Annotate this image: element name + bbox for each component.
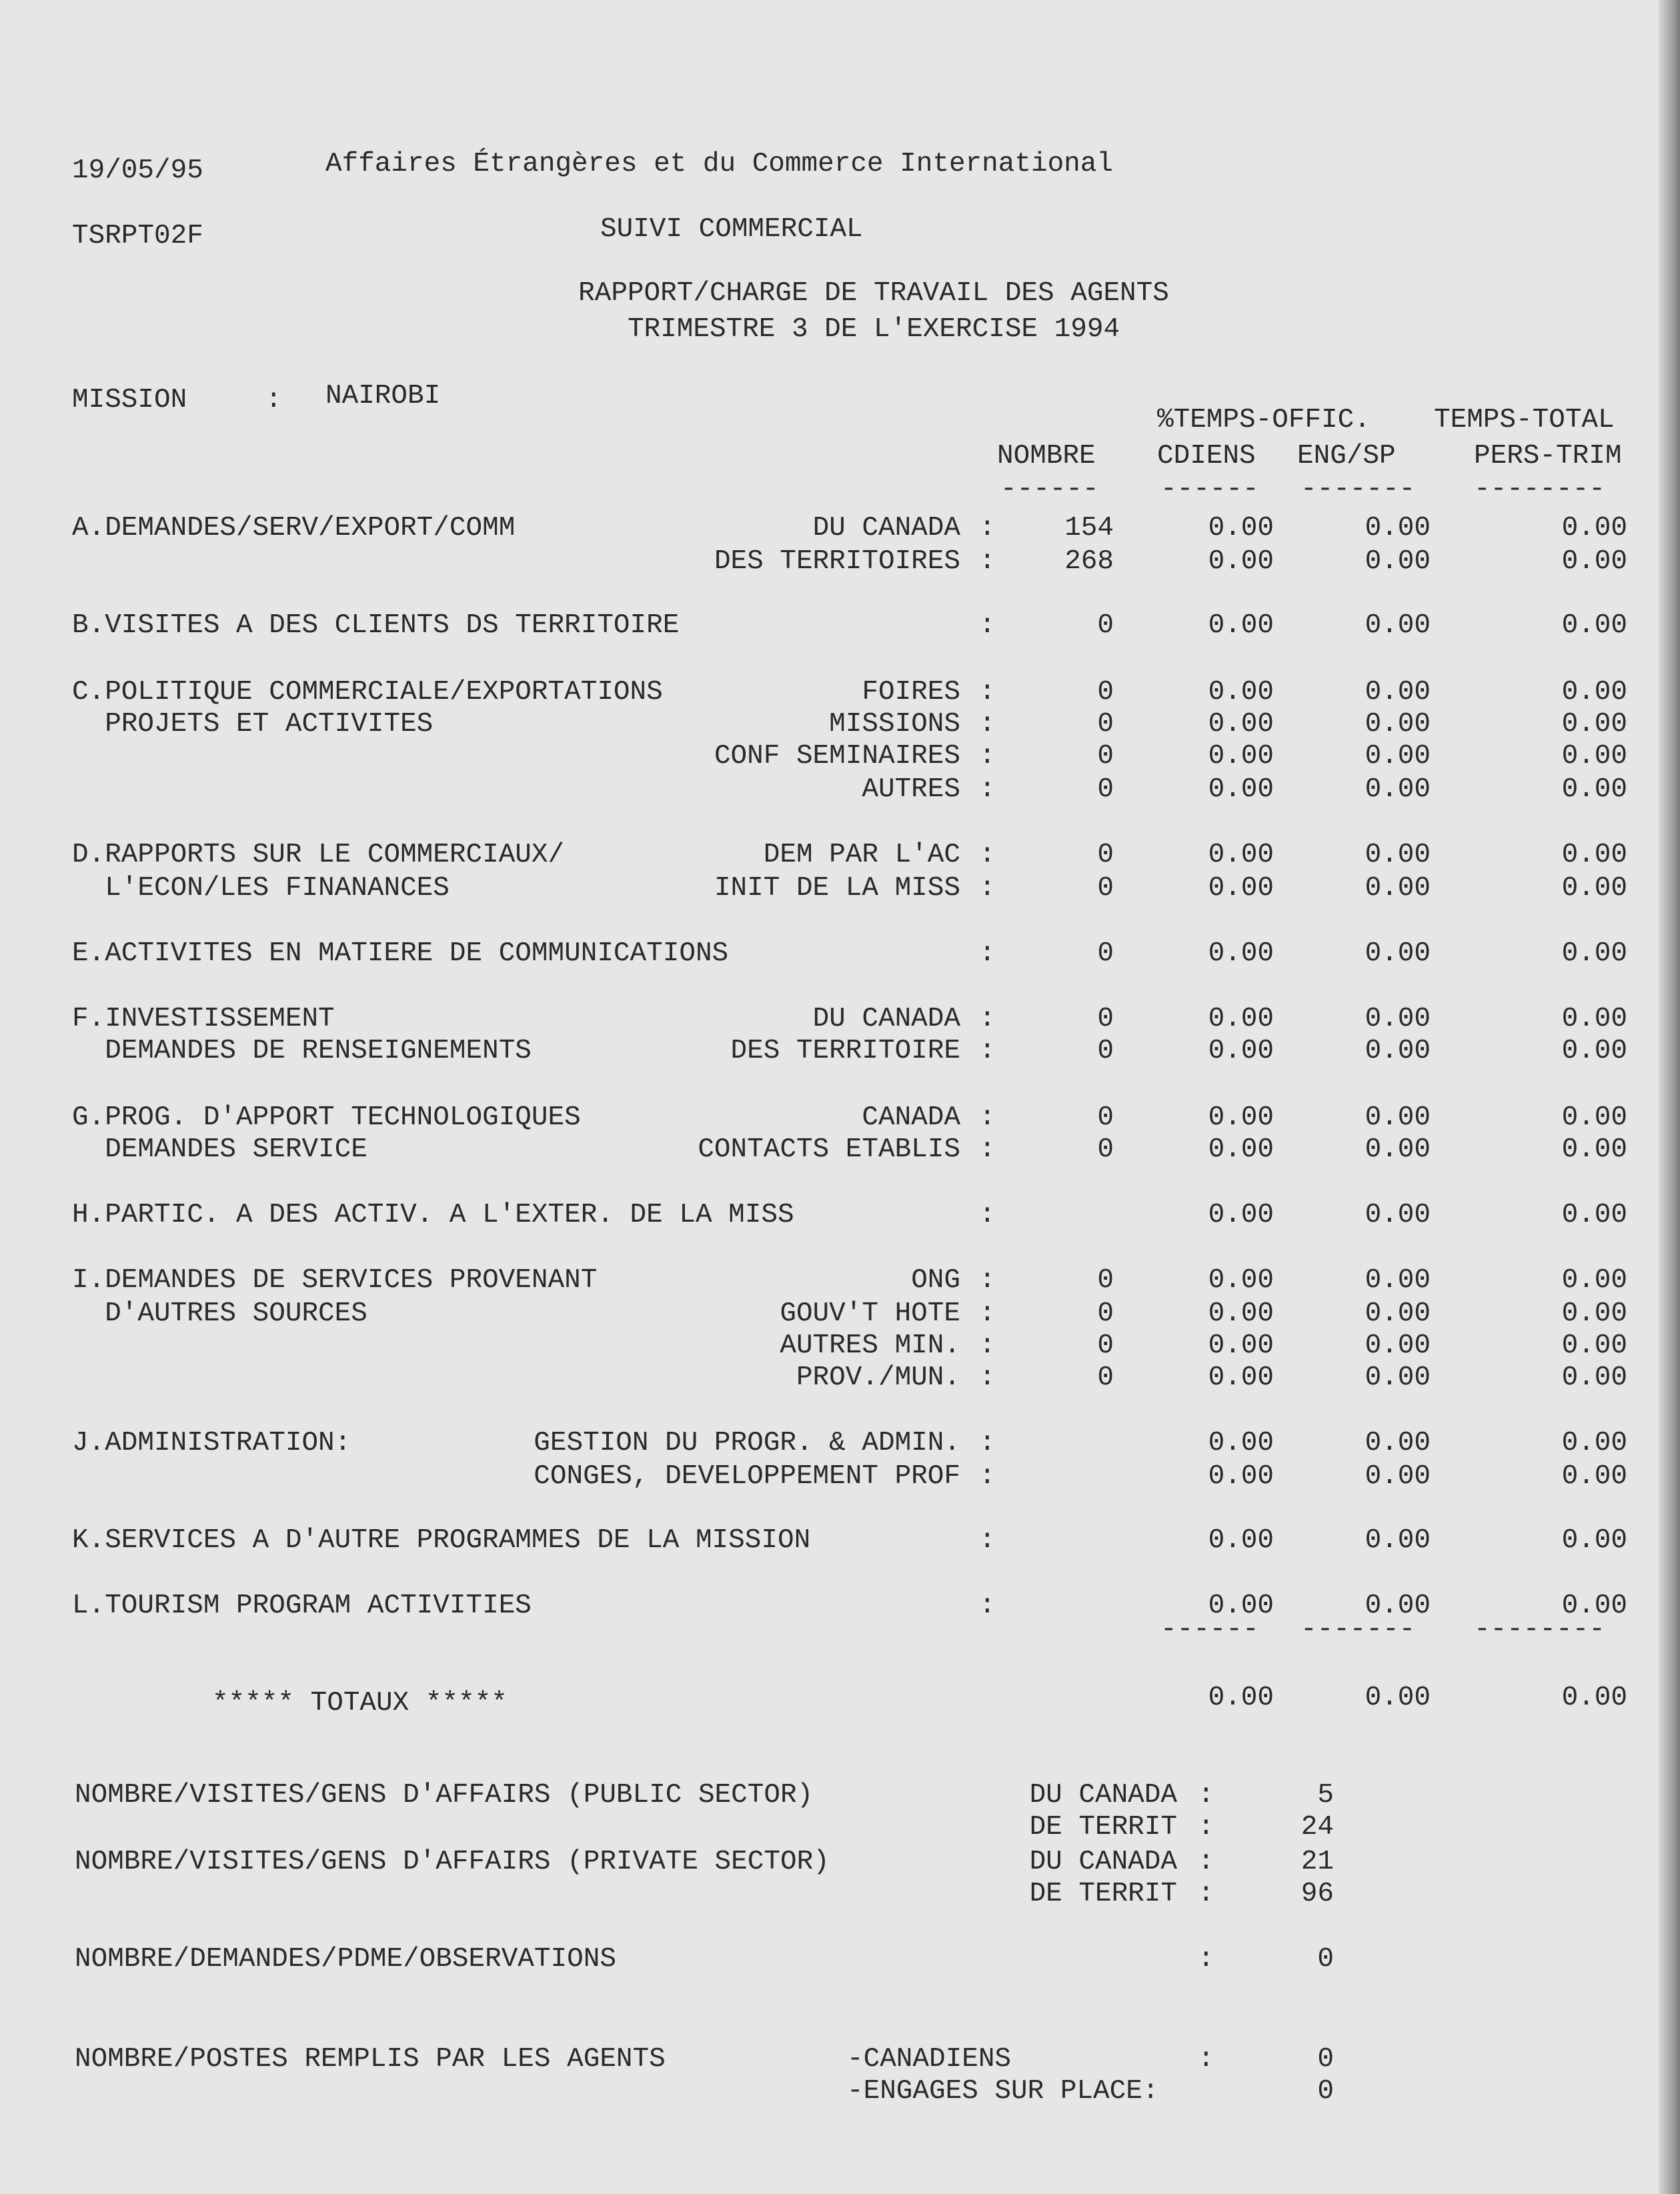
stat-sublabel: -ENGAGES SUR PLACE: <box>847 2076 1159 2107</box>
row-perstrim: 0.00 <box>1561 938 1627 969</box>
row-perstrim: 0.00 <box>1561 546 1627 577</box>
row-cdiens: 0.00 <box>1208 1200 1274 1230</box>
row-nombre: 154 <box>1064 513 1114 543</box>
total-dash-perstrim: -------- <box>1474 1614 1605 1645</box>
row-sublabel: CONTACTS ETABLIS <box>698 1134 960 1165</box>
row-engsp: 0.00 <box>1365 513 1431 543</box>
stat-value: 24 <box>1301 1812 1334 1843</box>
stat-colon: : <box>1198 1780 1214 1811</box>
row-perstrim: 0.00 <box>1561 1102 1627 1133</box>
stat-colon: : <box>1198 1847 1214 1877</box>
row-cdiens: 0.00 <box>1208 1265 1274 1296</box>
col-header-nombre: NOMBRE <box>997 441 1096 471</box>
row-engsp: 0.00 <box>1365 1428 1431 1458</box>
row-cdiens: 0.00 <box>1208 1036 1274 1066</box>
row-perstrim: 0.00 <box>1561 1134 1627 1165</box>
totals-perstrim: 0.00 <box>1561 1683 1627 1713</box>
col-dash-nombre: ------ <box>1000 474 1099 505</box>
row-nombre: 0 <box>1097 1134 1114 1165</box>
row-perstrim: 0.00 <box>1561 709 1627 740</box>
row-sublabel: INIT DE LA MISS <box>714 873 960 904</box>
row-cdiens: 0.00 <box>1208 1525 1274 1556</box>
row-nombre: 0 <box>1097 1004 1114 1034</box>
row-perstrim: 0.00 <box>1561 1330 1627 1361</box>
row-colon: : <box>979 1428 996 1458</box>
row-sublabel: GESTION DU PROGR. & ADMIN. <box>534 1428 960 1458</box>
row-label: DEMANDES DE RENSEIGNEMENTS <box>72 1036 532 1066</box>
row-cdiens: 0.00 <box>1208 1362 1274 1393</box>
row-nombre: 0 <box>1097 774 1114 805</box>
row-nombre: 0 <box>1097 1036 1114 1066</box>
row-sublabel: DES TERRITOIRES <box>714 546 960 577</box>
row-nombre: 0 <box>1097 709 1114 740</box>
row-colon: : <box>979 741 996 772</box>
row-perstrim: 0.00 <box>1561 513 1627 543</box>
row-perstrim: 0.00 <box>1561 610 1627 641</box>
row-cdiens: 0.00 <box>1208 1102 1274 1133</box>
row-cdiens: 0.00 <box>1208 1004 1274 1034</box>
row-sublabel: AUTRES <box>862 774 960 805</box>
row-perstrim: 0.00 <box>1561 741 1627 772</box>
row-cdiens: 0.00 <box>1208 1590 1274 1621</box>
row-colon: : <box>979 840 996 870</box>
row-nombre: 0 <box>1097 1330 1114 1361</box>
row-engsp: 0.00 <box>1365 709 1431 740</box>
row-label: A.DEMANDES/SERV/EXPORT/COMM <box>72 513 516 543</box>
row-nombre: 0 <box>1097 741 1114 772</box>
row-perstrim: 0.00 <box>1561 1200 1627 1230</box>
row-nombre: 0 <box>1097 938 1114 969</box>
row-cdiens: 0.00 <box>1208 938 1274 969</box>
row-nombre: 0 <box>1097 840 1114 870</box>
row-perstrim: 0.00 <box>1561 1461 1627 1492</box>
col-header-perstrim: PERS-TRIM <box>1474 441 1622 471</box>
row-sublabel: MISSIONS <box>829 709 960 740</box>
row-nombre: 0 <box>1097 1102 1114 1133</box>
row-sublabel: CONGES, DEVELOPPEMENT PROF <box>534 1461 960 1492</box>
row-nombre: 0 <box>1097 1362 1114 1393</box>
row-cdiens: 0.00 <box>1208 709 1274 740</box>
col-header-engsp: ENG/SP <box>1297 441 1396 471</box>
row-nombre: 0 <box>1097 1298 1114 1329</box>
row-engsp: 0.00 <box>1365 1265 1431 1296</box>
row-colon: : <box>979 709 996 740</box>
totals-label: ***** TOTAUX ***** <box>212 1688 508 1719</box>
row-engsp: 0.00 <box>1365 741 1431 772</box>
row-engsp: 0.00 <box>1365 774 1431 805</box>
row-label: J.ADMINISTRATION: <box>72 1428 351 1458</box>
row-sublabel: CANADA <box>862 1102 960 1133</box>
row-sublabel: AUTRES MIN. <box>780 1330 960 1361</box>
row-colon: : <box>979 513 996 543</box>
row-colon: : <box>979 546 996 577</box>
row-label: DEMANDES SERVICE <box>72 1134 367 1165</box>
row-nombre: 0 <box>1097 610 1114 641</box>
row-label: G.PROG. D'APPORT TECHNOLOGIQUES <box>72 1102 581 1133</box>
row-nombre: 268 <box>1064 546 1114 577</box>
row-engsp: 0.00 <box>1365 938 1431 969</box>
stat-colon: : <box>1198 1879 1214 1909</box>
report-period: TRIMESTRE 3 DE L'EXERCISE 1994 <box>627 314 1120 345</box>
row-sublabel: ONG <box>911 1265 960 1296</box>
row-cdiens: 0.00 <box>1208 840 1274 870</box>
row-engsp: 0.00 <box>1365 677 1431 708</box>
row-cdiens: 0.00 <box>1208 1428 1274 1458</box>
row-label: E.ACTIVITES EN MATIERE DE COMMUNICATIONS <box>72 938 729 969</box>
row-nombre: 0 <box>1097 1265 1114 1296</box>
totals-engsp: 0.00 <box>1365 1683 1431 1713</box>
row-perstrim: 0.00 <box>1561 677 1627 708</box>
row-perstrim: 0.00 <box>1561 1428 1627 1458</box>
row-colon: : <box>979 1004 996 1034</box>
stat-sublabel: DU CANADA <box>1029 1780 1177 1811</box>
row-engsp: 0.00 <box>1365 1461 1431 1492</box>
row-engsp: 0.00 <box>1365 1590 1431 1621</box>
row-engsp: 0.00 <box>1365 1362 1431 1393</box>
row-label: D'AUTRES SOURCES <box>72 1298 367 1329</box>
row-label: C.POLITIQUE COMMERCIALE/EXPORTATIONS <box>72 677 663 708</box>
stat-colon: : <box>1198 2044 1214 2075</box>
col-dash-perstrim: -------- <box>1474 474 1605 505</box>
stat-label: NOMBRE/VISITES/GENS D'AFFAIRS (PRIVATE SECTOR) <box>75 1847 830 1877</box>
stat-label: NOMBRE/POSTES REMPLIS PAR LES AGENTS <box>75 2044 666 2075</box>
mission-separator: : <box>265 385 282 415</box>
col-dash-engsp: ------- <box>1301 474 1416 505</box>
stat-colon: : <box>1198 1944 1214 1975</box>
page-edge-shadow <box>1659 0 1680 2194</box>
row-sublabel: DEM PAR L'AC <box>763 840 960 870</box>
row-label: K.SERVICES A D'AUTRE PROGRAMMES DE LA MISSION <box>72 1525 811 1556</box>
row-colon: : <box>979 873 996 904</box>
row-cdiens: 0.00 <box>1208 610 1274 641</box>
total-dash-engsp: ------- <box>1301 1614 1416 1645</box>
row-engsp: 0.00 <box>1365 610 1431 641</box>
row-perstrim: 0.00 <box>1561 1590 1627 1621</box>
row-nombre: 0 <box>1097 873 1114 904</box>
row-perstrim: 0.00 <box>1561 1265 1627 1296</box>
row-cdiens: 0.00 <box>1208 741 1274 772</box>
row-cdiens: 0.00 <box>1208 873 1274 904</box>
row-label: L'ECON/LES FINANANCES <box>72 873 450 904</box>
row-engsp: 0.00 <box>1365 1004 1431 1034</box>
stat-value: 0 <box>1317 1944 1334 1975</box>
ministry-name: Affaires Étrangères et du Commerce International <box>325 149 1113 179</box>
row-label: F.INVESTISSEMENT <box>72 1004 335 1034</box>
row-engsp: 0.00 <box>1365 1102 1431 1133</box>
stat-sublabel: DE TERRIT <box>1029 1879 1177 1909</box>
row-label: PROJETS ET ACTIVITES <box>72 709 434 740</box>
stat-sublabel: DE TERRIT <box>1029 1812 1177 1843</box>
stat-colon: : <box>1198 1812 1214 1843</box>
row-perstrim: 0.00 <box>1561 1525 1627 1556</box>
row-perstrim: 0.00 <box>1561 1004 1627 1034</box>
row-sublabel: DU CANADA <box>812 1004 960 1034</box>
stat-value: 96 <box>1301 1879 1334 1909</box>
row-colon: : <box>979 1461 996 1492</box>
row-perstrim: 0.00 <box>1561 1298 1627 1329</box>
col-header-pct-temps: %TEMPS-OFFIC. <box>1157 405 1371 435</box>
row-colon: : <box>979 1362 996 1393</box>
stat-label: NOMBRE/VISITES/GENS D'AFFAIRS (PUBLIC SECTOR) <box>75 1780 814 1811</box>
row-engsp: 0.00 <box>1365 1036 1431 1066</box>
report-title: RAPPORT/CHARGE DE TRAVAIL DES AGENTS <box>578 278 1169 309</box>
row-cdiens: 0.00 <box>1208 546 1274 577</box>
row-engsp: 0.00 <box>1365 546 1431 577</box>
stat-sublabel: DU CANADA <box>1029 1847 1177 1877</box>
row-colon: : <box>979 1134 996 1165</box>
row-perstrim: 0.00 <box>1561 840 1627 870</box>
row-colon: : <box>979 610 996 641</box>
row-sublabel: FOIRES <box>862 677 960 708</box>
mission-value: NAIROBI <box>325 381 441 411</box>
row-sublabel: CONF SEMINAIRES <box>714 741 960 772</box>
row-colon: : <box>979 1200 996 1230</box>
row-cdiens: 0.00 <box>1208 1298 1274 1329</box>
row-colon: : <box>979 1298 996 1329</box>
row-sublabel: DES TERRITOIRE <box>730 1036 960 1066</box>
totals-cdiens: 0.00 <box>1208 1683 1274 1713</box>
row-colon: : <box>979 774 996 805</box>
row-engsp: 0.00 <box>1365 1134 1431 1165</box>
col-header-cdiens: CDIENS <box>1157 441 1256 471</box>
row-perstrim: 0.00 <box>1561 873 1627 904</box>
row-colon: : <box>979 938 996 969</box>
row-colon: : <box>979 1036 996 1066</box>
row-engsp: 0.00 <box>1365 1330 1431 1361</box>
report-code: TSRPT02F <box>72 221 203 251</box>
col-header-temps-total: TEMPS-TOTAL <box>1434 405 1615 435</box>
row-cdiens: 0.00 <box>1208 1330 1274 1361</box>
row-colon: : <box>979 677 996 708</box>
row-sublabel: DU CANADA <box>812 513 960 543</box>
row-engsp: 0.00 <box>1365 1298 1431 1329</box>
row-perstrim: 0.00 <box>1561 1036 1627 1066</box>
row-colon: : <box>979 1102 996 1133</box>
row-colon: : <box>979 1590 996 1621</box>
stat-value: 21 <box>1301 1847 1334 1877</box>
row-nombre: 0 <box>1097 677 1114 708</box>
row-engsp: 0.00 <box>1365 873 1431 904</box>
row-sublabel: PROV./MUN. <box>796 1362 960 1393</box>
row-sublabel: GOUV'T HOTE <box>780 1298 960 1329</box>
row-colon: : <box>979 1525 996 1556</box>
row-cdiens: 0.00 <box>1208 774 1274 805</box>
row-cdiens: 0.00 <box>1208 677 1274 708</box>
row-label: B.VISITES A DES CLIENTS DS TERRITOIRE <box>72 610 680 641</box>
stat-value: 0 <box>1317 2044 1334 2075</box>
stat-value: 0 <box>1317 2076 1334 2107</box>
report-date: 19/05/95 <box>72 155 203 186</box>
row-perstrim: 0.00 <box>1561 1362 1627 1393</box>
row-cdiens: 0.00 <box>1208 1134 1274 1165</box>
row-label: H.PARTIC. A DES ACTIV. A L'EXTER. DE LA MISS <box>72 1200 794 1230</box>
row-label: I.DEMANDES DE SERVICES PROVENANT <box>72 1265 598 1296</box>
row-colon: : <box>979 1265 996 1296</box>
row-engsp: 0.00 <box>1365 1525 1431 1556</box>
row-label: L.TOURISM PROGRAM ACTIVITIES <box>72 1590 532 1621</box>
row-cdiens: 0.00 <box>1208 1461 1274 1492</box>
row-label: D.RAPPORTS SUR LE COMMERCIAUX/ <box>72 840 565 870</box>
row-cdiens: 0.00 <box>1208 513 1274 543</box>
stat-sublabel: -CANADIENS <box>847 2044 1012 2075</box>
col-dash-cdiens: ------ <box>1160 474 1259 505</box>
row-engsp: 0.00 <box>1365 840 1431 870</box>
row-engsp: 0.00 <box>1365 1200 1431 1230</box>
stat-label: NOMBRE/DEMANDES/PDME/OBSERVATIONS <box>75 1944 616 1975</box>
total-dash-cdiens: ------ <box>1160 1614 1259 1645</box>
row-perstrim: 0.00 <box>1561 774 1627 805</box>
mission-label: MISSION <box>72 385 187 415</box>
row-colon: : <box>979 1330 996 1361</box>
stat-value: 5 <box>1317 1780 1334 1811</box>
system-name: SUIVI COMMERCIAL <box>600 214 863 245</box>
